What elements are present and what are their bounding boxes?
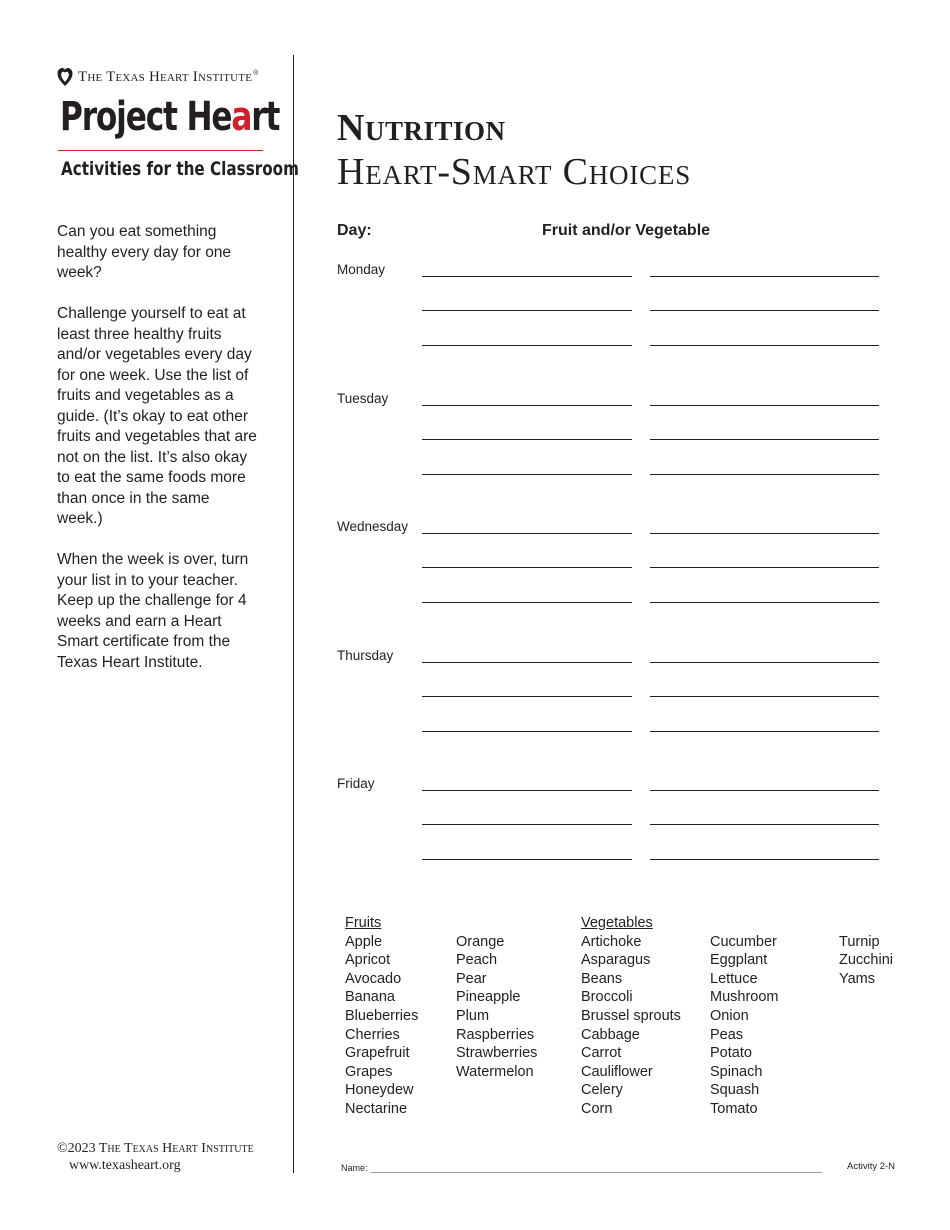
page-subtitle: Heart-Smart Choices — [337, 151, 692, 193]
write-in-line[interactable] — [650, 731, 879, 732]
list-item: Blueberries — [345, 1007, 419, 1024]
list-item: Beans — [581, 970, 623, 987]
write-in-line[interactable] — [650, 474, 879, 475]
list-item: Peach — [456, 952, 498, 969]
list-item: Turnip — [839, 933, 880, 950]
list-item: Squash — [710, 1082, 760, 1099]
page-title: Nutrition — [337, 107, 506, 149]
institute-header — [57, 67, 258, 87]
write-in-line[interactable] — [650, 345, 879, 346]
list-item: Plum — [456, 1007, 490, 1024]
activities-subtitle: Activities for the Classroom — [61, 158, 299, 180]
vegetables-column-1 — [581, 914, 681, 1119]
write-in-line[interactable] — [422, 439, 632, 440]
list-item: Asparagus — [581, 952, 651, 969]
write-in-line[interactable] — [422, 824, 632, 825]
name-label: Name: — [341, 1163, 368, 1173]
write-in-line[interactable] — [650, 533, 879, 534]
write-in-line[interactable] — [422, 662, 632, 663]
list-item: Mushroom — [710, 989, 779, 1006]
list-item: Orange — [456, 933, 505, 950]
registered-mark: ® — [253, 69, 259, 77]
write-in-line[interactable] — [422, 790, 632, 791]
list-item: Raspberries — [456, 1026, 535, 1043]
vegetables-column-3 — [839, 933, 893, 989]
write-in-line[interactable] — [422, 859, 632, 860]
name-input-line[interactable] — [371, 1172, 822, 1173]
list-item: Tomato — [710, 1100, 758, 1117]
list-item: Cucumber — [710, 933, 777, 950]
list-item: Pear — [456, 970, 487, 987]
write-in-line[interactable] — [422, 533, 632, 534]
institute-name: The Texas Heart Institute — [78, 68, 253, 85]
list-item: Pineapple — [456, 989, 521, 1006]
write-in-line[interactable] — [422, 696, 632, 697]
list-item: Apricot — [345, 952, 391, 969]
list-item: Carrot — [581, 1045, 622, 1062]
project-title-part1: Project He — [60, 94, 232, 140]
list-item: Banana — [345, 989, 395, 1006]
project-heart-title — [60, 94, 279, 140]
list-item: Potato — [710, 1045, 752, 1062]
write-in-line[interactable] — [650, 602, 879, 603]
list-item: Peas — [710, 1026, 744, 1043]
list-item: Grapefruit — [345, 1045, 410, 1062]
day-column-header: Day: — [337, 222, 372, 239]
entry-column-header: Fruit and/or Vegetable — [542, 222, 711, 239]
list-item: Cabbage — [581, 1026, 640, 1043]
write-in-line[interactable] — [422, 602, 632, 603]
day-label-tuesday: Tuesday — [337, 391, 389, 406]
write-in-line[interactable] — [422, 310, 632, 311]
list-item: Honeydew — [345, 1082, 414, 1099]
day-label-wednesday: Wednesday — [337, 519, 409, 534]
write-in-line[interactable] — [650, 824, 879, 825]
list-item: Cherries — [345, 1026, 400, 1043]
activity-id: Activity 2-N — [847, 1161, 896, 1172]
list-item: Avocado — [345, 970, 402, 987]
list-item: Strawberries — [456, 1045, 538, 1062]
list-item: Lettuce — [710, 970, 758, 987]
write-in-line[interactable] — [650, 790, 879, 791]
list-item: Yams — [839, 970, 875, 987]
list-item: Eggplant — [710, 952, 768, 969]
list-item: Corn — [581, 1100, 613, 1117]
list-item: Zucchini — [839, 952, 893, 969]
list-item: Grapes — [345, 1063, 393, 1080]
fruits-column-2 — [456, 933, 537, 1082]
intro-paragraph: Can you eat something healthy every day for one week? — [57, 223, 232, 281]
list-item: Apple — [345, 933, 383, 950]
write-in-line[interactable] — [650, 439, 879, 440]
list-item: Celery — [581, 1082, 623, 1099]
write-in-line[interactable] — [422, 731, 632, 732]
sidebar-divider — [293, 55, 294, 1173]
list-item: Onion — [710, 1007, 749, 1024]
title-rule — [58, 150, 263, 151]
intro-text — [57, 222, 257, 694]
list-item: Nectarine — [345, 1100, 408, 1117]
write-in-line[interactable] — [650, 567, 879, 568]
project-title-heart-letter: a — [231, 94, 252, 140]
write-in-line[interactable] — [650, 276, 879, 277]
write-in-line[interactable] — [650, 859, 879, 860]
list-item: Brussel sprouts — [581, 1007, 681, 1024]
fruits-column-1 — [345, 914, 418, 1119]
intro-paragraph: Challenge yourself to eat at least three healthy fruits and/or vegetables every day for one week. Use the list of fruits and vegetables as a guide. (It’s okay to eat other fruits and vegetables that are not on the list. It’s also okay to eat the same foods more than once in the same week.) — [57, 305, 257, 527]
copyright: ©2023 The Texas Heart Institute — [57, 1141, 254, 1156]
day-label-thursday: Thursday — [337, 648, 394, 663]
vegetables-column-2 — [710, 933, 779, 1119]
write-in-line[interactable] — [422, 276, 632, 277]
list-item: Spinach — [710, 1063, 763, 1080]
list-item: Broccoli — [581, 989, 633, 1006]
day-label-friday: Friday — [337, 776, 375, 791]
list-item: Cauliflower — [581, 1063, 653, 1080]
write-in-line[interactable] — [650, 405, 879, 406]
intro-paragraph: When the week is over, turn your list in to your teacher. Keep up the challenge for 4 weeks and earn a Heart Smart certificate from the Texas Heart Institute. — [57, 551, 249, 671]
list-item: Artichoke — [581, 933, 642, 950]
write-in-line[interactable] — [650, 310, 879, 311]
write-in-line[interactable] — [422, 567, 632, 568]
write-in-line[interactable] — [422, 345, 632, 346]
write-in-line[interactable] — [422, 405, 632, 406]
list-item: Watermelon — [456, 1063, 534, 1080]
vegetables-heading: Vegetables — [581, 915, 653, 931]
write-in-line[interactable] — [422, 474, 632, 475]
write-in-line[interactable] — [650, 662, 879, 663]
fruits-heading: Fruits — [345, 915, 382, 931]
day-label-monday: Monday — [337, 262, 386, 277]
write-in-line[interactable] — [650, 696, 879, 697]
website-link[interactable]: www.texasheart.org — [69, 1158, 181, 1173]
project-title-part2: rt — [251, 94, 280, 140]
heart-logo-icon — [57, 67, 73, 87]
